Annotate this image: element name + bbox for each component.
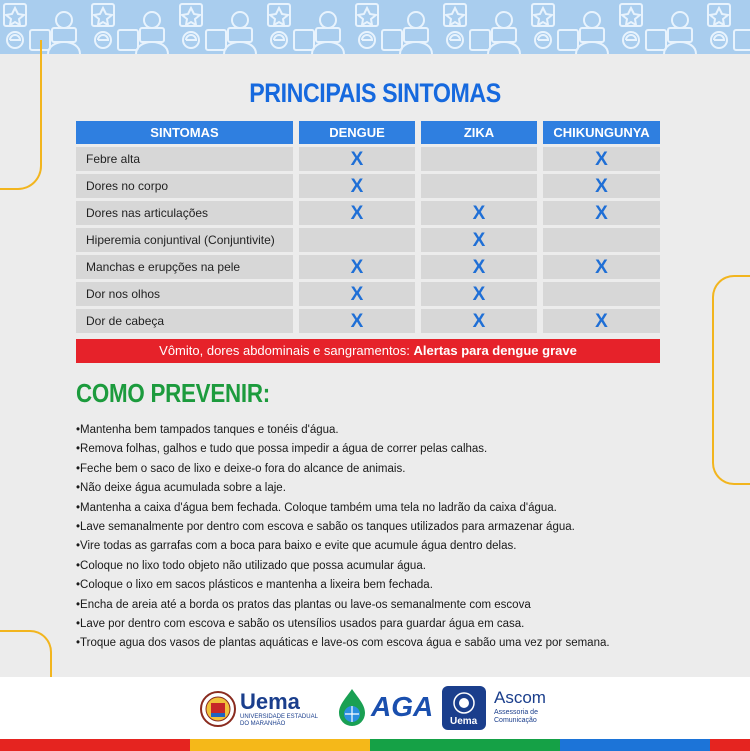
check-x-icon: X [472, 229, 486, 251]
symptom-label: Dor nos olhos [76, 282, 293, 306]
page-title: PRINCIPAIS SINTOMAS [249, 78, 501, 108]
cell-zika [415, 147, 537, 171]
symptom-label: Dor de cabeça [76, 309, 293, 333]
cell-chikungunya [537, 147, 660, 171]
check-x-icon: X [350, 175, 364, 197]
check-x-icon: X [472, 283, 486, 305]
column-header-symptoms: SINTOMAS [76, 121, 293, 144]
ascom-name: Ascom [494, 688, 546, 707]
check-x-icon: X [350, 310, 364, 332]
uema-seal-icon [200, 689, 236, 729]
prevention-title: COMO PREVENIR: [76, 378, 270, 408]
symptom-label: Dores no corpo [76, 174, 293, 198]
check-x-icon: X [595, 310, 608, 332]
list-item: • Feche bem o saco de lixo e deixe-o fora do alcance de animais. [76, 460, 696, 479]
table-row [76, 174, 660, 198]
cell-dengue [293, 282, 415, 306]
ascom-subtitle-1: Assessoria de [494, 709, 538, 716]
list-item: • Mantenha a caixa d'água bem fechada. Coloque também uma tela no ladrão da caixa d'água. [76, 499, 696, 518]
cell-zika [415, 309, 537, 333]
prevention-list [76, 421, 696, 654]
cell-chikungunya [537, 174, 660, 198]
check-x-icon: X [595, 202, 608, 224]
check-x-icon: X [472, 310, 486, 332]
symptom-label: Dores nas articulações [76, 201, 293, 225]
list-item: • Mantenha bem tampados tanques e tonéis d'água. [76, 421, 696, 440]
alert-text: Vômito, dores abdominais e sangramentos: [159, 343, 410, 358]
decorative-frame-left [0, 40, 42, 190]
table-row [76, 147, 660, 171]
check-x-icon: X [350, 283, 364, 305]
color-stripe-blue [560, 739, 710, 751]
table-header-row [76, 121, 660, 144]
color-stripe-green [370, 739, 560, 751]
alert-emphasis: Alertas para dengue grave [413, 343, 577, 358]
symptom-label: Hiperemia conjuntival (Conjuntivite) [76, 228, 293, 252]
cell-zika [415, 174, 537, 198]
cell-dengue [293, 309, 415, 333]
cell-chikungunya [537, 228, 660, 252]
aga-globe-icon [335, 687, 369, 727]
ascom-logo [442, 686, 562, 730]
cell-chikungunya [537, 255, 660, 279]
list-item: • Coloque no lixo todo objeto não utilizado que possa acumular água. [76, 557, 696, 576]
symptom-label: Febre alta [76, 147, 293, 171]
table-row [76, 228, 660, 252]
uema-logo [200, 687, 320, 731]
top-banner [0, 0, 750, 54]
cell-dengue [293, 147, 415, 171]
column-header-chikungunya: CHIKUNGUNYA [537, 121, 660, 144]
list-item: • Troque agua dos vasos de plantas aquáticas e lave-os com escova água e sabão uma vez por semana. [76, 634, 696, 653]
banner-pattern-icon [0, 0, 750, 54]
cell-dengue [293, 255, 415, 279]
footer [0, 677, 750, 739]
uema-subtitle-1: UNIVERSIDADE ESTADUAL [240, 714, 318, 720]
ascom-badge-label: Uema [450, 716, 478, 727]
symptom-label: Manchas e erupções na pele [76, 255, 293, 279]
table-row [76, 255, 660, 279]
cell-chikungunya [537, 201, 660, 225]
list-item: • Coloque o lixo em sacos plásticos e mantenha a lixeira bem fechada. [76, 576, 696, 595]
symptoms-table [76, 118, 660, 336]
cell-chikungunya [537, 309, 660, 333]
color-stripe-yellow [190, 739, 370, 751]
cell-dengue [293, 201, 415, 225]
check-x-icon: X [595, 148, 608, 170]
table-row [76, 201, 660, 225]
check-x-icon: X [595, 256, 608, 278]
cell-zika [415, 282, 537, 306]
check-x-icon: X [472, 256, 486, 278]
list-item: • Não deixe água acumulada sobre a laje. [76, 479, 696, 498]
cell-zika [415, 255, 537, 279]
check-x-icon: X [350, 148, 364, 170]
check-x-icon: X [472, 202, 486, 224]
list-item: • Encha de areia até a borda os pratos das plantas ou lave-os semanalmente com escova [76, 596, 696, 615]
color-stripe-red [0, 739, 190, 751]
cell-dengue [293, 174, 415, 198]
list-item: • Lave semanalmente por dentro com escova e sabão os tanques utilizados para armazenar água. [76, 518, 696, 537]
table-row [76, 282, 660, 306]
uema-name: Uema [240, 689, 300, 714]
decorative-frame-right [712, 275, 750, 485]
color-stripe-red-end [710, 739, 750, 751]
check-x-icon: X [595, 175, 608, 197]
list-item: • Remova folhas, galhos e tudo que possa impedir a água de correr pelas calhas. [76, 440, 696, 459]
check-x-icon: X [350, 202, 364, 224]
table-row [76, 309, 660, 333]
column-header-zika: ZIKA [415, 121, 537, 144]
aga-name: AGA [371, 691, 434, 722]
cell-zika [415, 201, 537, 225]
aga-logo [335, 685, 434, 733]
ascom-subtitle-2: Comunicação [494, 717, 537, 724]
cell-zika [415, 228, 537, 252]
list-item: • Vire todas as garrafas com a boca para baixo e evite que acumule água dentro delas. [76, 537, 696, 556]
list-item: • Lave por dentro com escova e sabão os utensílios usados para guardar água em casa. [76, 615, 696, 634]
ascom-seal-icon [442, 688, 486, 718]
check-x-icon: X [350, 256, 364, 278]
ascom-badge [442, 686, 486, 730]
column-header-dengue: DENGUE [293, 121, 415, 144]
uema-subtitle-2: DO MARANHÃO [240, 721, 286, 727]
cell-dengue [293, 228, 415, 252]
symptoms-table-body [76, 147, 660, 333]
dengue-alert-banner [76, 339, 660, 363]
cell-chikungunya [537, 282, 660, 306]
